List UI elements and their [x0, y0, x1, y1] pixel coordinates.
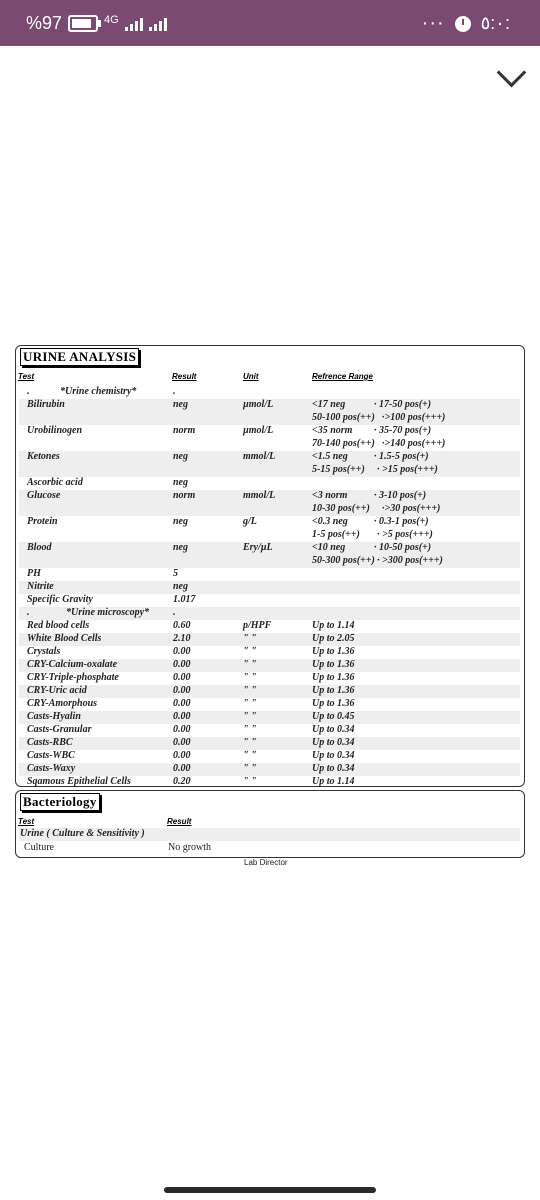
test-unit: Ery/µL — [243, 542, 273, 553]
test-result: 0.00 — [173, 659, 191, 670]
ref-range-4: · >300 pos(+++) — [377, 555, 443, 566]
test-name: Crystals — [27, 646, 61, 657]
test-result: norm — [173, 425, 196, 436]
test-result: neg — [173, 451, 188, 462]
ref-range-4: ·>100 pos(+++) — [382, 412, 446, 423]
test-unit: " " — [243, 763, 257, 774]
test-result: 1.017 — [173, 594, 196, 605]
test-result: 0.60 — [173, 620, 191, 631]
ref-range-3: 1-5 pos(++) — [312, 529, 360, 540]
ref-range-1: Up to 1.36 — [312, 646, 355, 657]
urine-row — [19, 399, 520, 425]
test-unit: " " — [243, 750, 257, 761]
urine-row — [19, 646, 520, 659]
test-name: Red blood cells — [27, 620, 90, 631]
urine-row — [19, 490, 520, 516]
urine-row — [19, 763, 520, 776]
urine-row — [19, 477, 520, 490]
chevron-down-icon[interactable] — [497, 58, 527, 88]
test-name: Casts-RBC — [27, 737, 73, 748]
test-unit: " " — [243, 698, 257, 709]
test-name: *Urine chemistry* — [60, 386, 137, 397]
urine-row — [19, 724, 520, 737]
test-name: Ketones — [27, 451, 60, 462]
ref-range-1: <35 norm — [312, 425, 353, 436]
test-name: Specific Gravity — [27, 594, 93, 605]
bacteriology-panel — [15, 790, 525, 858]
test-unit: " " — [243, 737, 257, 748]
row-bullet: . — [27, 607, 30, 618]
test-result: neg — [173, 542, 188, 553]
urine-row — [19, 672, 520, 685]
test-result: 0.00 — [173, 750, 191, 761]
urine-row — [19, 620, 520, 633]
test-unit: " " — [243, 672, 257, 683]
test-result: norm — [173, 490, 196, 501]
header-test: Test — [18, 372, 35, 381]
ref-range-1: Up to 0.34 — [312, 763, 355, 774]
ref-range-2: · 17-50 pos(+) — [374, 399, 432, 410]
bact-group-label: Urine ( Culture & Sensitivity ) — [20, 828, 145, 839]
test-name: Ascorbic acid — [27, 477, 83, 488]
signal-icon — [125, 17, 143, 31]
ref-range-1: <0.3 neg — [312, 516, 348, 527]
test-name: *Urine microscopy* — [66, 607, 150, 618]
culture-result: No growth — [168, 842, 212, 853]
test-name: CRY-Triple-phosphate — [27, 672, 119, 683]
test-name: Sqamous Epithelial Cells — [27, 776, 131, 787]
test-result: 0.00 — [173, 763, 191, 774]
lab-director-signature: Lab Director — [244, 858, 288, 867]
ref-range-2: · 35-70 pos(+) — [374, 425, 432, 436]
test-name: CRY-Calcium-oxalate — [27, 659, 118, 670]
ref-range-1: Up to 0.45 — [312, 711, 355, 722]
bact-header-test: Test — [18, 817, 35, 826]
urine-row — [19, 594, 520, 607]
test-result: 0.00 — [173, 672, 191, 683]
test-result: neg — [173, 581, 188, 592]
ref-range-1: Up to 0.34 — [312, 724, 355, 735]
urine-row — [19, 737, 520, 750]
bacteriology-title: Bacteriology — [20, 793, 100, 811]
ref-range-1: <3 norm — [312, 490, 348, 501]
signal-icon-2 — [149, 17, 167, 31]
test-unit: g/L — [243, 516, 257, 527]
ref-range-1: Up to 1.36 — [312, 659, 355, 670]
ref-range-1: <17 neg — [312, 399, 346, 410]
test-result: 0.00 — [173, 711, 191, 722]
ref-range-2: · 3-10 pos(+) — [374, 490, 427, 501]
urine-row — [19, 451, 520, 477]
battery-icon — [68, 15, 98, 32]
urine-row — [19, 607, 520, 620]
test-name: CRY-Amorphous — [27, 698, 98, 709]
urine-row — [19, 750, 520, 763]
ref-range-3: 50-100 pos(++) — [312, 412, 375, 423]
header-result: Result — [172, 372, 197, 381]
ref-range-3: 50-300 pos(++) — [312, 555, 375, 566]
test-name: PH — [27, 568, 41, 579]
ref-range-4: ·>30 pos(+++) — [382, 503, 441, 514]
test-unit: " " — [243, 659, 257, 670]
ref-range-3: 10-30 pos(++) — [312, 503, 370, 514]
urine-row — [19, 568, 520, 581]
test-unit: " " — [243, 685, 257, 696]
test-result: . — [173, 386, 176, 397]
test-unit: " " — [243, 776, 257, 787]
header-reference-range: Refrence Range — [312, 372, 373, 381]
test-name: Bilirubin — [27, 399, 65, 410]
urine-row — [19, 542, 520, 568]
test-unit: " " — [243, 711, 257, 722]
test-name: Casts-Waxy — [27, 763, 76, 774]
status-bar — [0, 0, 540, 46]
ref-range-1: Up to 0.34 — [312, 737, 355, 748]
status-right — [422, 12, 510, 35]
bact-header-result: Result — [167, 817, 192, 826]
test-result: 2.10 — [173, 633, 191, 644]
test-result: . — [173, 607, 176, 618]
ref-range-3: 70-140 pos(++) — [312, 438, 375, 449]
test-result: neg — [173, 399, 188, 410]
ref-range-4: · >15 pos(+++) — [377, 464, 438, 475]
test-unit: mmol/L — [243, 451, 276, 462]
urine-row — [19, 685, 520, 698]
header-unit: Unit — [243, 372, 259, 381]
urine-analysis-panel — [15, 345, 525, 787]
urine-row — [19, 633, 520, 646]
ref-range-1: Up to 0.34 — [312, 750, 355, 761]
test-name: Casts-Granular — [27, 724, 92, 735]
test-result: 0.00 — [173, 698, 191, 709]
test-name: CRY-Uric acid — [27, 685, 87, 696]
ref-range-1: Up to 1.36 — [312, 672, 355, 683]
ref-range-1: Up to 1.14 — [312, 620, 355, 631]
ref-range-1: Up to 1.36 — [312, 685, 355, 696]
test-name: Casts-WBC — [27, 750, 75, 761]
ref-range-2: · 1.5-5 pos(+) — [374, 451, 429, 462]
ref-range-2: · 0.3-1 pos(+) — [374, 516, 429, 527]
test-unit: mmol/L — [243, 490, 276, 501]
test-unit: p/HPF — [243, 620, 272, 631]
urine-analysis-title: URINE ANALYSIS — [20, 348, 139, 366]
test-name: Urobilinogen — [27, 425, 83, 436]
test-result: 0.20 — [173, 776, 191, 787]
test-unit: µmol/L — [243, 399, 274, 410]
test-result: neg — [173, 516, 188, 527]
ref-range-3: 5-15 pos(++) — [312, 464, 365, 475]
ref-range-1: Up to 2.05 — [312, 633, 355, 644]
test-result: 0.00 — [173, 737, 191, 748]
battery-percent: %97 — [26, 13, 63, 33]
test-unit: " " — [243, 633, 257, 644]
test-result: 0.00 — [173, 646, 191, 657]
urine-row — [19, 516, 520, 542]
culture-label: Culture — [24, 842, 54, 853]
status-left — [26, 13, 167, 34]
ref-range-1: <1.5 neg — [312, 451, 348, 462]
clock-icon — [455, 16, 471, 32]
ref-range-1: <10 neg — [312, 542, 346, 553]
status-time: ٥:٠: — [480, 13, 510, 33]
test-name: Glucose — [27, 490, 61, 501]
urine-row — [19, 698, 520, 711]
test-result: 0.00 — [173, 724, 191, 735]
urine-row — [19, 386, 520, 399]
test-unit: " " — [243, 724, 257, 735]
more-dots-icon: ··· — [421, 12, 445, 34]
ref-range-1: Up to 1.36 — [312, 698, 355, 709]
test-name: Protein — [27, 516, 58, 527]
ref-range-4: ·>140 pos(+++) — [382, 438, 446, 449]
network-type: 4G — [104, 13, 119, 26]
test-result: 5 — [173, 568, 178, 579]
gesture-nav-bar[interactable] — [164, 1187, 376, 1193]
bact-culture-row — [19, 842, 520, 855]
bact-group-row — [19, 828, 520, 841]
row-bullet: . — [27, 386, 30, 397]
test-result: neg — [173, 477, 188, 488]
urine-row — [19, 425, 520, 451]
ref-range-2: · 10-50 pos(+) — [374, 542, 432, 553]
test-name: White Blood Cells — [27, 633, 102, 644]
ref-range-1: Up to 1.14 — [312, 776, 355, 787]
test-result: 0.00 — [173, 685, 191, 696]
urine-row — [19, 711, 520, 724]
urine-row — [19, 581, 520, 594]
test-name: Blood — [27, 542, 52, 553]
urine-row — [19, 776, 520, 789]
test-unit: µmol/L — [243, 425, 274, 436]
test-name: Nitrite — [27, 581, 54, 592]
ref-range-4: · >5 pos(+++) — [377, 529, 433, 540]
urine-row — [19, 659, 520, 672]
test-name: Casts-Hyalin — [27, 711, 81, 722]
test-unit: " " — [243, 646, 257, 657]
